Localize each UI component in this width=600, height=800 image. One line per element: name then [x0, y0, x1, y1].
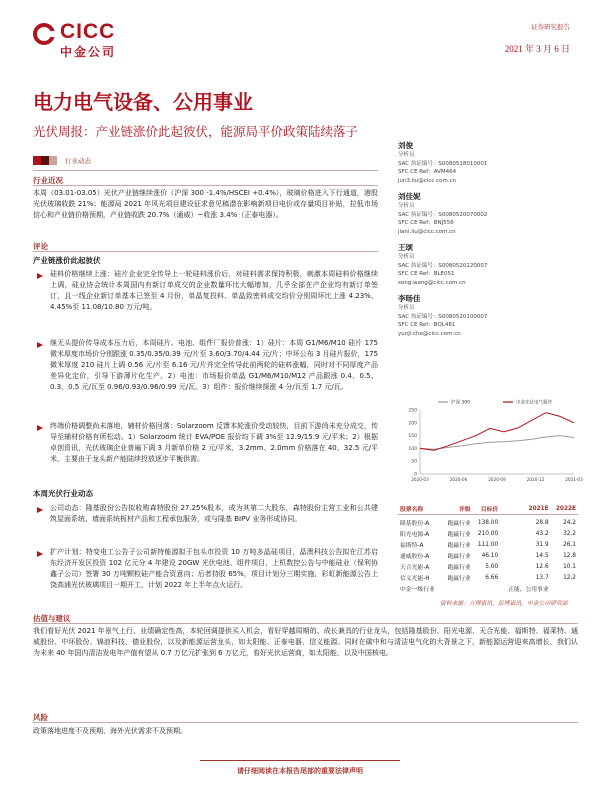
- comment-bullet-2: 继无头提价传导成本压力后，本周硅片、电池、组件厂报价普涨：1）硅片：本周 G1/M6/M10 硅片 175 微米厚度市场价分别跟涨 0.35/0.35/0.39 元/片至 3.60/3.70/4.44 元/片；中环公布 3 月硅片报价，175 微米厚度 210 硅片上调 0.56 元/片至 6.16 元/片并完全传导此前两轮的硅料涨幅，同时对不同厚度产品差异化定价，引导下游薄片化生产。2）电池：市场报价单晶 G1/M6/M10/M12 产品跟涨 0.4、0.5、0.3、0.5 元/瓦至 0.96/0.93/0.96/0.99 元/瓦。3）组件：报价继续探涨 4 分/瓦至 1.7 元/瓦。: [50, 339, 378, 391]
- section-head-valuation: 估值与建议: [33, 614, 71, 623]
- analyst-ce: SFC CE Ref：BNJ556: [398, 220, 454, 226]
- table-row: [398, 583, 578, 594]
- bullet-icon: [37, 551, 43, 557]
- y-tick-label: 100: [408, 446, 417, 452]
- table-cell: 210.00: [477, 530, 499, 537]
- analyst-ce: SFC CE Ref：BQL481: [398, 322, 456, 328]
- logo-text-en: CICC: [60, 20, 116, 43]
- section-head-risk: 风险: [33, 713, 48, 722]
- valuation-table: [398, 503, 578, 594]
- analyst-name: 刘俊: [398, 141, 413, 150]
- y-tick-label: 50: [411, 459, 417, 465]
- recent-text: 本周（03.01-03.05）光伏产业链继续涨价（沪深 300 -1.4%/HSCEI +0.4%），玻璃价格进入下行通道，港股光伏玻璃收跌 21%；能源局 2021 年风光项目建设征求意见稿潜在影响新项目电价或存量项目补贴，拉低市场信心和产业链价格预期，产业链收跌 20.7%（通威）~收涨 3.4%（正泰电器）。: [33, 189, 378, 219]
- analyst-name: 王颂: [398, 243, 413, 252]
- table-cell: 31.9: [535, 541, 549, 548]
- analyst-role: 分析员: [398, 152, 415, 158]
- section-head-comment: 评论: [33, 242, 48, 251]
- analyst-role: 分析员: [398, 254, 415, 260]
- analyst-email[interactable]: jiani.liu@cicc.com.cn: [398, 228, 456, 235]
- table-source: 资料来源：万得资讯，彭博资讯，中金公司研究部: [440, 601, 568, 607]
- y-tick-label: 0: [414, 472, 417, 478]
- comment-bullet-3: 终端价格调整尚未落地，辅材价格回落：Solarzoom 反馈本轮涨价受动较快，目前下游尚未充分成交，传导至辅材价格有所松动。1）Solarzoom 统计 EVA/POE 报价均下调 3%至 12.9/15.9 元/平米；2）根据卓创资讯，光伏玻璃企业普遍下调 3 月新单价格 2 元/平米，3.2mm、2.0mm 价格落在 40、32.5 元/平米，主要由于龙头新产能陆续投放逐步平衡供需。: [50, 422, 378, 463]
- table-header: 评级: [442, 503, 473, 515]
- table-cell: 12.6: [535, 563, 549, 570]
- table-cell: 通威股份-A: [400, 554, 430, 560]
- table-cell: 28.8: [535, 519, 549, 526]
- analyst-cert: SAC 执证编号：S0080520100007: [398, 313, 488, 320]
- page-subtitle: 光伏周报：产业链涨价此起彼伏，能源局平价政策陆续落子: [33, 124, 359, 139]
- x-tick-label: 2020-03: [411, 477, 429, 482]
- analyst-email[interactable]: yunji.che@cicc.com.cn: [398, 330, 461, 337]
- footer-disclaimer: 请仔细阅读在本报告尾部的重要法律声明: [237, 767, 363, 775]
- table-cell: 32.2: [563, 530, 576, 537]
- analyst-ce: SFC CE Ref：AVM464: [398, 169, 457, 175]
- performance-chart: [398, 396, 583, 486]
- table-cell: 阳光电源-A: [400, 532, 430, 538]
- comment-bullet-1: 硅料价格继续上涨：硅片企业完全传导上一轮硅料涨价后，对硅料需求保持积极，刺激本周硅料价格继续上调，硅业协会统计本周国内有新订单成交的企业数量环比大幅增加，几乎全部在产企业均有新订单签订，且一线企业新订单基本已签至 4 月份，单晶复投料、单晶致密料成交均价分别周环比上涨 4.23%、4.45%至 11.08/10.80 万元/吨。: [50, 270, 378, 311]
- analyst-role: 分析员: [398, 305, 415, 311]
- legend-label: 沪深 300: [451, 400, 471, 406]
- analyst-card: [398, 191, 578, 236]
- analyst-cert: SAC 执证编号：S0080520120007: [398, 262, 488, 269]
- table-cell: [551, 583, 578, 594]
- table-cell: 正能、公用事业: [508, 587, 549, 593]
- table-header: 股票名称: [398, 503, 442, 515]
- logo-text-cn: 中金公司: [60, 45, 117, 59]
- risk-text: 政策落地进度不及预期，海外光伏需求不及预期。: [33, 727, 187, 735]
- analyst-card: [398, 140, 578, 185]
- x-tick-label: 2020-12: [526, 477, 545, 482]
- divider: [33, 623, 578, 624]
- table-cell: [442, 583, 473, 594]
- divider: [33, 722, 578, 723]
- table-cell: 14.5: [535, 552, 549, 559]
- analyst-email[interactable]: jun3.liu@cicc.com.cn: [398, 177, 457, 184]
- table-cell: 信义光能-H: [400, 576, 430, 582]
- table-cell: 隆基股份-A: [400, 521, 430, 527]
- company-bullet-1: 公司动态：隆基股份公告拟收购森特股份 27.25%股本，成为其第二大股东，森特股份主营工业和公共建筑屋面系统、墙面系统板材产品和工程承包服务，或与隆基 BIPV 业务形成协同。: [50, 504, 378, 523]
- series-line-1: [420, 413, 574, 451]
- report-tag: 行业动态: [65, 157, 91, 165]
- table-cell: 13.7: [535, 574, 549, 581]
- table-cell: 10.1: [563, 563, 576, 570]
- table-cell: 跑赢行业: [447, 576, 471, 582]
- table-cell: 6.66: [485, 574, 499, 581]
- table-cell: 111.00: [477, 541, 499, 548]
- section-head-companies: 本周光伏行业动态: [33, 489, 93, 498]
- table-row: [398, 528, 578, 539]
- x-tick-label: 2020-06: [449, 477, 468, 482]
- analyst-email[interactable]: song.wang@cicc.com.cn: [398, 279, 466, 286]
- y-tick-label: 150: [408, 434, 417, 440]
- section-head-recent: 行业近况: [33, 176, 63, 185]
- table-row: [398, 515, 578, 529]
- bullet-icon: [37, 507, 43, 513]
- company-bullet-2: 扩产计划：特变电工公告子公司新特能源拟于包头市投资 10 万吨多晶硅项目，晶澳科技公告拟在江苏启东经济开发区投资 102 亿元分 4 年建设 20GW 光伏电池、组件项目，上机数控公告与中能硅业（保利协鑫子公司）签署 30 万吨颗粒硅产能合资意向；后者持股 65%，项目计划分三期实施，彩虹新能源公告上饶高浦光伏玻璃项目一期开工，计划 2022 年上半年点火运行。: [50, 548, 378, 589]
- table-cell: 12.2: [563, 574, 576, 581]
- table-cell: 5.00: [485, 563, 499, 570]
- table-cell: 跑赢行业: [447, 554, 471, 560]
- page-title: 电力电气设备、公用事业: [33, 90, 253, 114]
- table-header: 2022E: [551, 503, 578, 515]
- table-cell: 46.10: [481, 552, 499, 559]
- table-header: 目标价: [473, 503, 501, 515]
- table-cell: 跑赢行业: [447, 532, 471, 538]
- table-cell: 24.2: [563, 519, 576, 526]
- table-cell: 跑赢行业: [447, 543, 471, 549]
- table-row: [398, 550, 578, 561]
- tag-color-bar: [33, 156, 57, 165]
- y-tick-label: 250: [408, 408, 417, 414]
- table-row: [398, 561, 578, 572]
- analyst-name: 刘佳妮: [398, 192, 421, 201]
- x-tick-label: 2020-09: [488, 477, 506, 482]
- table-cell: 中金一级行业: [400, 587, 435, 593]
- comment-subhead: 产业链涨价此起彼伏: [33, 256, 101, 265]
- table-row: [398, 572, 578, 583]
- analyst-role: 分析员: [398, 203, 415, 209]
- bullet-icon: [37, 425, 43, 431]
- table-cell: [473, 583, 501, 594]
- analyst-list: [398, 140, 578, 338]
- report-date: 2021 年 3 月 6 日: [504, 44, 570, 54]
- legend-label: 中金光伏电气板块: [516, 400, 552, 406]
- analyst-cert: SAC 执证编号：S0080520070002: [398, 211, 488, 218]
- table-cell: 138.00: [477, 519, 499, 526]
- table-cell: 跑赢行业: [447, 565, 471, 571]
- divider: [33, 185, 378, 186]
- divider: [33, 170, 378, 171]
- analyst-name: 李旸佳: [398, 294, 421, 303]
- x-tick-label: 2021-03: [565, 477, 583, 482]
- table-cell: 12.8: [563, 552, 576, 559]
- analyst-card: [398, 293, 578, 338]
- y-tick-label: 200: [408, 421, 417, 427]
- table-row: [398, 539, 578, 550]
- footer-rule: [200, 760, 400, 761]
- table-header: 2021E: [500, 503, 550, 515]
- valuation-text: 我们看好光伏 2021 年景气上行，业绩确定性高，本轮回调提供买入机会，看好穿越周期的、成长兼具的行业龙头，包括隆基股份、阳光电源、天合光能、福斯特、福莱特、通威股份、中环股份、锦浪科技、德业股份，以及新能源运营龙头，如太阳能、正泰电器、信义能源。同时在碳中和与清洁电气化的大背景之下，新能源运营迎来高增长，我们认为未来 40 年国内清洁发电年产值有望从 0.7 万亿元扩张到 6 万亿元，看好光伏运营商，如太阳能、以及中国核电。: [33, 627, 578, 657]
- analyst-cert: SAC 执证编号：S0080518010001: [398, 160, 488, 167]
- divider: [33, 251, 378, 252]
- table-cell: 天合光能-A: [400, 565, 430, 571]
- cicc-logo-icon: [33, 23, 55, 45]
- table-cell: 43.2: [535, 530, 549, 537]
- table-cell: 26.1: [563, 541, 576, 548]
- table-header-row: [398, 503, 578, 515]
- table-cell: 福斯特-A: [400, 543, 424, 549]
- bullet-icon: [37, 342, 43, 348]
- analyst-ce: SFC CE Ref：BLE051: [398, 271, 455, 277]
- valuation-table-wrap: [398, 503, 578, 594]
- report-type: 证券研究报告: [531, 23, 570, 31]
- analyst-card: [398, 242, 578, 287]
- bullet-icon: [37, 273, 43, 279]
- table-cell: 跑赢行业: [447, 521, 471, 527]
